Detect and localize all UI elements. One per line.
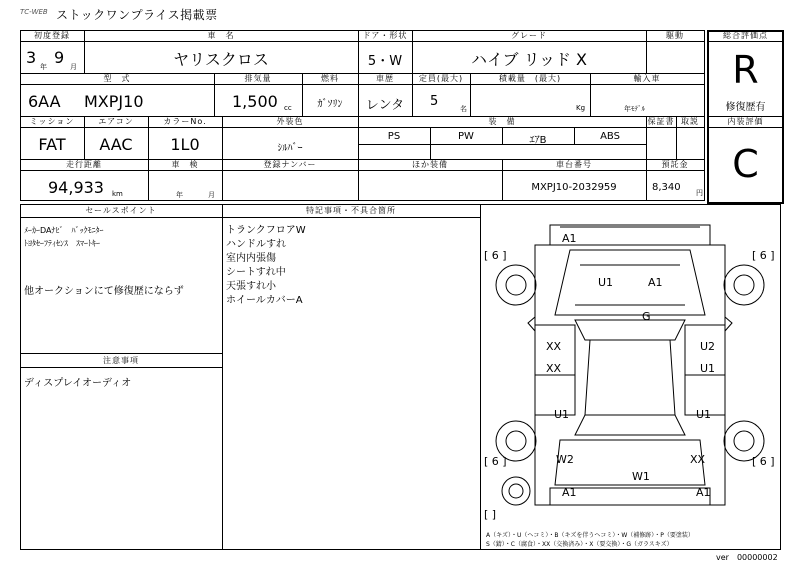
inspection-month: 月 [208,191,215,199]
reg-year: 3 [26,48,37,67]
deposit-price: 8,340 [652,182,681,193]
car-damage-diagram [480,205,780,549]
equip-abs: ABS [600,131,620,142]
unit-kg: Kg [576,104,586,112]
unit-year: 年 [40,63,47,71]
label-remarks: 特記事項・不具合箇所 [306,206,396,215]
table-rule [20,127,704,128]
label-plate: 登録ナンバー [263,160,317,169]
car-name: ヤリスクロス [173,50,269,69]
label-first-reg: 初度登録 [34,31,70,40]
sales-point-2: ﾄﾖﾀｾｰﾌﾃｨｾﾝｽ ｽﾏｰﾄｷｰ [24,239,100,248]
grade: ハイブ リッド X [470,50,587,69]
table-border [704,30,705,201]
model-code: MXPJ10 [84,92,144,111]
remark-3: 室内内張傷 [226,253,276,264]
unit-yen: 円 [696,189,703,197]
remark-6: ホイールカバーA [226,295,303,306]
label-grade: グレード [511,31,547,40]
overall-grade-sub: 修復歴有 [725,102,766,113]
remark-1: トランクフロアW [226,225,306,236]
unit-cc: cc [284,104,292,112]
tire-bracket-fr: [ 6 ] [752,249,775,262]
overall-grade: R [732,48,759,92]
damage-mark: U1 [598,276,614,289]
damage-mark: W2 [556,453,574,466]
damage-mark: A1 [648,276,663,289]
color-no: 1L0 [170,135,200,154]
inspection-year: 年 [176,191,183,199]
section-divider [222,204,223,550]
model-prefix: 6AA [28,92,61,111]
mileage: 94,933 [48,178,104,197]
equip-ps: PS [387,131,401,142]
section-border [20,549,781,550]
label-fuel: 燃料 [321,74,339,83]
label-mission: ミッション [29,117,75,126]
interior-grade: C [732,142,759,186]
diagram-roof [585,340,675,415]
damage-mark: U2 [700,340,716,353]
tire-bracket-rr: [ 6 ] [752,455,775,468]
label-exterior: 外装色 [276,117,304,126]
diagram-legend-1: A（キズ）・U（ヘコミ）・B（キズを伴うヘコミ）・W（補修跡）・P（要塗装） [486,532,694,539]
damage-mark: A1 [696,486,711,499]
table-rule [20,170,704,171]
section-rule [20,217,480,218]
unit-people: 名 [460,105,467,113]
diagram-legend-2: S（錆）・C（腐食）・XX（交換済み）・X（要交換）・G（ガラスキズ） [486,541,673,548]
damage-mark: XX [690,453,706,466]
label-other-equipment: ほか装備 [412,160,448,169]
label-notes: 注意事項 [103,356,139,365]
damage-mark: XX [546,340,562,353]
unit-month: 月 [70,63,77,71]
exterior-color: ｼﾙﾊﾞｰ [277,143,303,154]
damage-mark: U1 [700,362,716,375]
logo: TC-WEB [20,8,48,16]
unit-km: km [112,190,123,198]
damage-mark: A1 [562,232,577,245]
unit-year-model: 年ﾓﾃﾞﾙ [624,105,645,113]
version-label: ver 00000002 [716,553,778,562]
label-door: ドア・形状 [362,31,408,40]
diagram-tire-spare [502,477,530,505]
damage-mark: U1 [554,408,570,421]
remark-5: 天張すれ小 [226,281,276,292]
label-displacement: 排気量 [244,74,272,83]
table-rule [20,41,704,42]
label-car-name: 車 名 [207,31,235,40]
page-title: ストックワンプライス掲載票 [56,8,218,22]
label-overall: 総合評価点 [723,31,768,40]
displacement: 1,500 [232,92,278,111]
section-border [20,204,21,550]
label-aircon: エアコン [98,117,134,126]
chassis-number: MXPJ10-2032959 [531,182,617,193]
capacity: 5 [430,94,439,109]
table-border [20,200,704,201]
label-model: 型 式 [103,74,131,83]
damage-mark: XX [546,362,562,375]
tire-bracket-fl: [ 6 ] [484,249,507,262]
equip-airbag: ｴｱB [529,135,547,146]
damage-mark: W1 [632,470,650,483]
sales-point-3: 他オークションにて修復歴にならず [24,286,184,297]
label-owners-manual: 取説 [681,117,699,126]
table-rule [709,127,782,128]
reg-month: 9 [54,48,65,67]
diagram-rear-glass [575,415,685,435]
remark-4: シートすれ中 [226,267,286,278]
label-price: 預託金 [661,160,689,169]
section-rule [20,367,222,368]
diagram-tire-fl [496,265,536,305]
label-import: 輸入車 [633,74,661,83]
label-interior-eval: 内装評価 [727,117,764,126]
aircon: AAC [99,135,133,154]
label-capacity: 定員(最大) [418,74,464,83]
label-load: 積載量 (最大) [498,74,562,83]
label-warranty: 保証書 [647,117,675,126]
diagram-windshield [575,320,685,340]
sales-point-1: ﾒｰｶｰDAﾅﾋﾞ ﾊﾞｯｸﾓﾆﾀｰ [24,226,104,235]
diagram-tire-fr [724,265,764,305]
label-history: 車歴 [376,74,394,83]
mission: FAT [38,135,66,154]
door-type: 5・W [367,54,403,69]
label-equipment: 装 備 [488,117,516,126]
tire-bracket-spare: [ ] [484,508,497,521]
fuel: ｶﾞｿﾘﾝ [317,99,343,110]
section-border [780,204,781,550]
label-drive: 駆動 [666,31,684,40]
remark-2: ハンドルすれ [226,239,286,250]
damage-mark: G [642,310,651,323]
damage-mark: A1 [562,486,577,499]
table-rule [20,84,704,85]
equip-pw: PW [458,131,474,142]
label-mileage: 走行距離 [66,160,102,169]
diagram-trunk [555,440,705,485]
table-rule [709,41,782,42]
section-rule [20,353,222,354]
label-color-no: カラーNo. [163,117,207,126]
history: レンタ [365,98,405,113]
note-1: ディスプレイオーディオ [24,378,132,389]
label-chassis: 車台番号 [556,160,592,169]
damage-mark: U1 [696,408,712,421]
tire-bracket-rl: [ 6 ] [484,455,507,468]
label-sales-points: セールスポイント [85,206,157,215]
label-inspection: 車 検 [171,160,199,169]
